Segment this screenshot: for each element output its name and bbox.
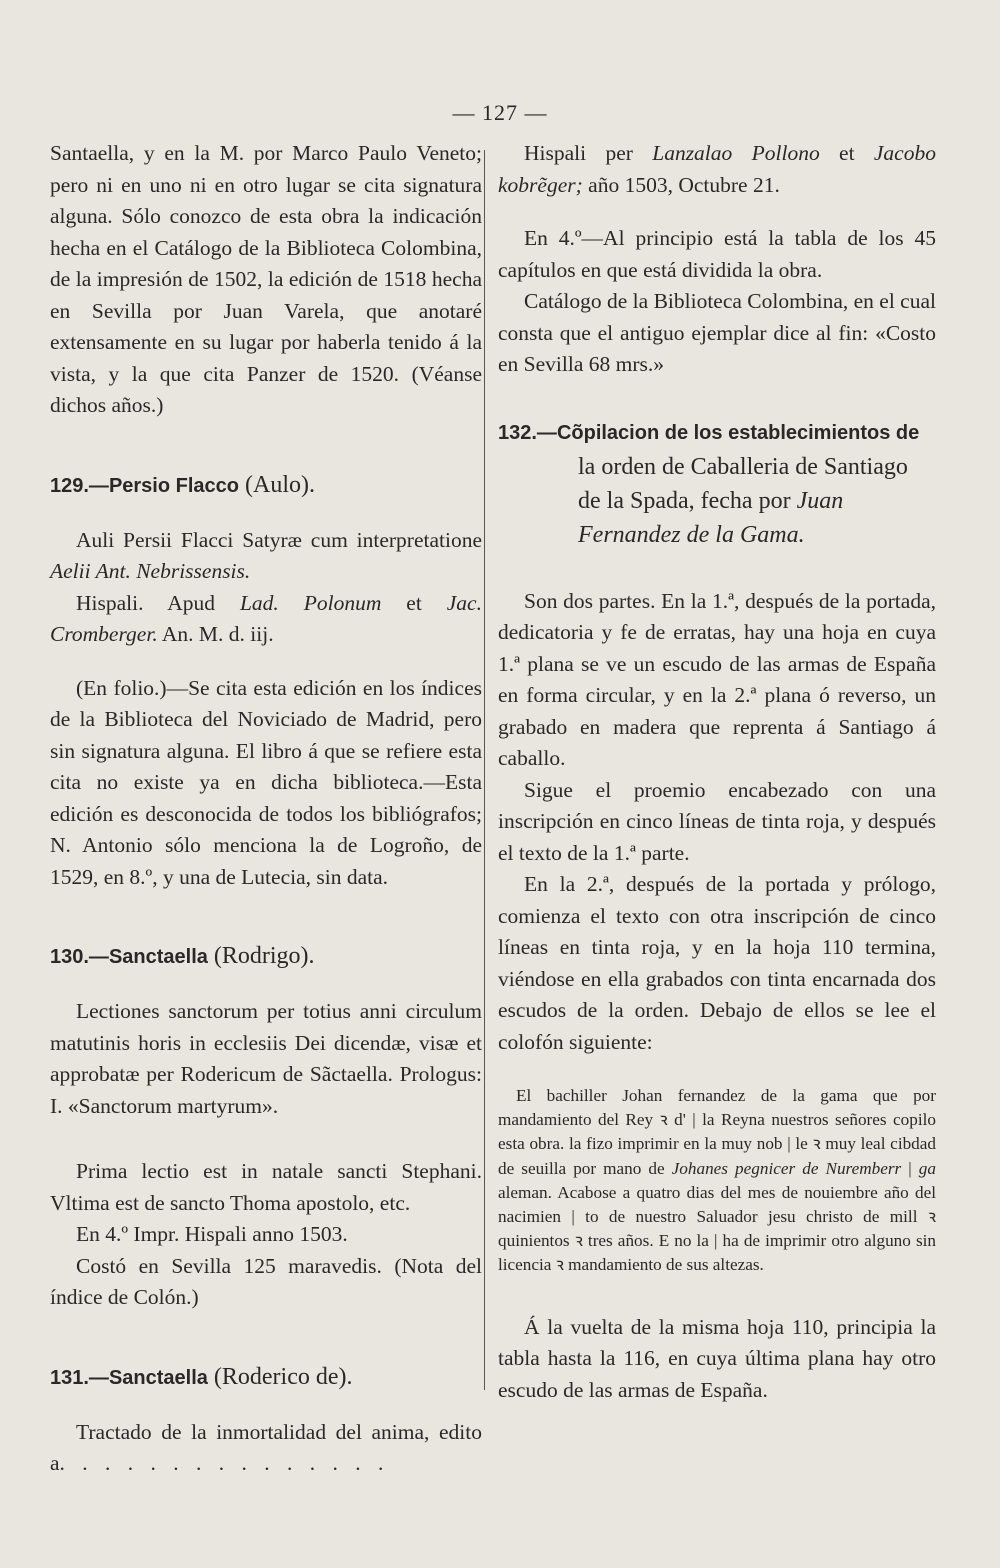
imprint-date: An. M. d. iij. [157, 622, 274, 646]
printer-name: Jacobo kobrẽger; [498, 141, 936, 197]
entry-number: 132.— [498, 421, 557, 444]
page-number: — 127 — [452, 100, 548, 125]
entry-132-second-part: En la 2.ª, después de la portada y prólogo, comienza el texto con otra inscripción de cinco líneas en tinta roja, y en la hoja 110 termina, viéndose en ella grabados con tinta encarnada dos escudos de la orden. Debajo de ellos se lee el colofón siguiente: [498, 872, 936, 1054]
title-text: Auli Persii Flacci Satyræ cum interpretatione [76, 527, 482, 552]
entry-number: 129.— [50, 474, 109, 497]
title-text: Tractado de la inmortalidad del anima, edito a [50, 1419, 482, 1475]
entry-number: 130.— [50, 946, 109, 968]
imprint-date: año 1503, Octubre 21. [582, 172, 780, 197]
entry-name: Sanctaella [108, 946, 208, 968]
entry-132-heading [498, 415, 936, 552]
entry-qualifier: (Roderico de). [207, 1363, 353, 1390]
entry-name: Sanctaella [108, 1366, 208, 1389]
right-column [498, 138, 936, 1406]
entry-qualifier: (Aulo). [239, 471, 315, 498]
entry-title: la orden de Caballeria de Santiago de la Spada, fecha por [578, 453, 908, 514]
leader-dots: . . . . . . . . . . . . . . . [59, 1451, 390, 1475]
entry-129-imprint [50, 588, 482, 651]
colophon-text: | [901, 1158, 919, 1178]
colophon-abbrev: ga [918, 1158, 936, 1178]
entry-132-description: Son dos partes. En la 1.ª, después de la portada, dedicatoria y fe de erratas, hay una hoja en cuya 1.ª plana se ve un escudo de las armas de España en forma circular, y en la 2.ª plana ó reverso, un grabado en madera que reprenta á Santiago á caballo. [498, 588, 936, 770]
entry-130-heading [50, 939, 482, 974]
printer-name: Jac. Cromberger. [50, 590, 482, 646]
entry-130-incipit: Prima lectio est in natale sancti Stephani. Vltima est de sancto Thoma apostolo, etc. [50, 1159, 482, 1215]
title-italic: Aelii Ant. Nebrissensis. [50, 559, 251, 583]
entry-132-final-note: Á la vuelta de la misma hoja 110, principia la tabla hasta la 116, en cuya última plana hay otro escudo de las armas de España. [498, 1314, 936, 1402]
imprint-text: Hispali per [524, 141, 653, 165]
entry-131-format: En 4.º—Al principio está la tabla de los 45 capítulos en que está dividida la obra. [498, 226, 936, 282]
entry-name: Cõpilacion de los establecimientos de [556, 421, 920, 444]
entry-name: Persio Flacco [108, 474, 239, 497]
entry-130-imprint: En 4.º Impr. Hispali anno 1503. [76, 1222, 348, 1246]
entry-131-heading [50, 1360, 482, 1395]
entry-131-title [50, 1417, 482, 1480]
imprint-text: et [819, 141, 874, 165]
imprint-text: et [381, 590, 447, 615]
printer-name: Lanzalao Pollono [652, 141, 820, 165]
left-column [50, 138, 482, 1480]
entry-131-continuation [498, 138, 936, 201]
entry-129-title [50, 525, 482, 588]
entry-129-heading [50, 468, 482, 503]
entry-132-proem: Sigue el proemio encabezado con una inscripción en cinco líneas de tinta roja, y después el texto de la 1.ª parte. [498, 777, 936, 865]
colophon-text: El bachiller Johan fernandez de la gama que por mandamiento del Rey ꝛ d' | la Reyna nuestros señores copilo esta obra. la fizo imprimir en la muy nob | le ꝛ muy leal cibdad de seuilla por mano de [498, 1086, 936, 1178]
entry-number: 131.— [50, 1366, 109, 1389]
entry-qualifier: (Rodrigo). [207, 943, 315, 969]
printer-name: Lad. Polonum [239, 590, 382, 615]
colophon [498, 1084, 936, 1278]
entry-131-catalog-note: Catálogo de la Biblioteca Colombina, en el cual consta que el antiguo ejemplar dice al fin: «Costo en Sevilla 68 mrs.» [498, 289, 936, 376]
intro-paragraph: Santaella, y en la M. por Marco Paulo Veneto; pero ni en uno ni en otro lugar se cita signatura alguna. Sólo conozco de esta obra la indicación hecha en el Catálogo de la Biblioteca Colombina, de la impresión de 1502, la edición de 1518 hecha en Sevilla por Juan Varela, que anotaré extensamente en su lugar por haberla tenido á la vista, y la que cita Panzer de 1520. (Véanse dichos años.) [50, 141, 482, 417]
entry-author: Juan Fernandez de la Gama. [578, 487, 844, 548]
column-divider [484, 150, 485, 1390]
entry-129-note: (En folio.)—Se cita esta edición en los índices de la Biblioteca del Noviciado de Madrid, pero sin signatura alguna. El libro á que se refiere esta cita no existe ya en dicha biblioteca.—Esta edición es desconocida de todos los bibliógrafos; N. Antonio sólo menciona la de Logroño, de 1529, en 8.º, y una de Lutecia, sin data. [50, 675, 482, 889]
colophon-text: aleman. Acabose a quatro dias del mes de nouiembre año del nacimien | to de nuestro Saluador jesu christo de mill ꝛ quinientos ꝛ tres años. E no la | ha de imprimir otro alguno sin licencia ꝛ mandamiento de sus altezas. [498, 1182, 936, 1275]
colophon-printer: Johanes pegnicer de Nuremberr [671, 1158, 902, 1178]
entry-130-title: Lectiones sanctorum per totius anni circulum matutinis horis in ecclesiis Dei dicendæ, visæ et approbatæ per Rodericum de Sãctaella. Prologus: I. «Sanctorum martyrum». [50, 999, 482, 1118]
entry-130-note: Costó en Sevilla 125 maravedis. (Nota del índice de Colón.) [50, 1253, 482, 1309]
imprint-text: Hispali. Apud [76, 590, 240, 615]
